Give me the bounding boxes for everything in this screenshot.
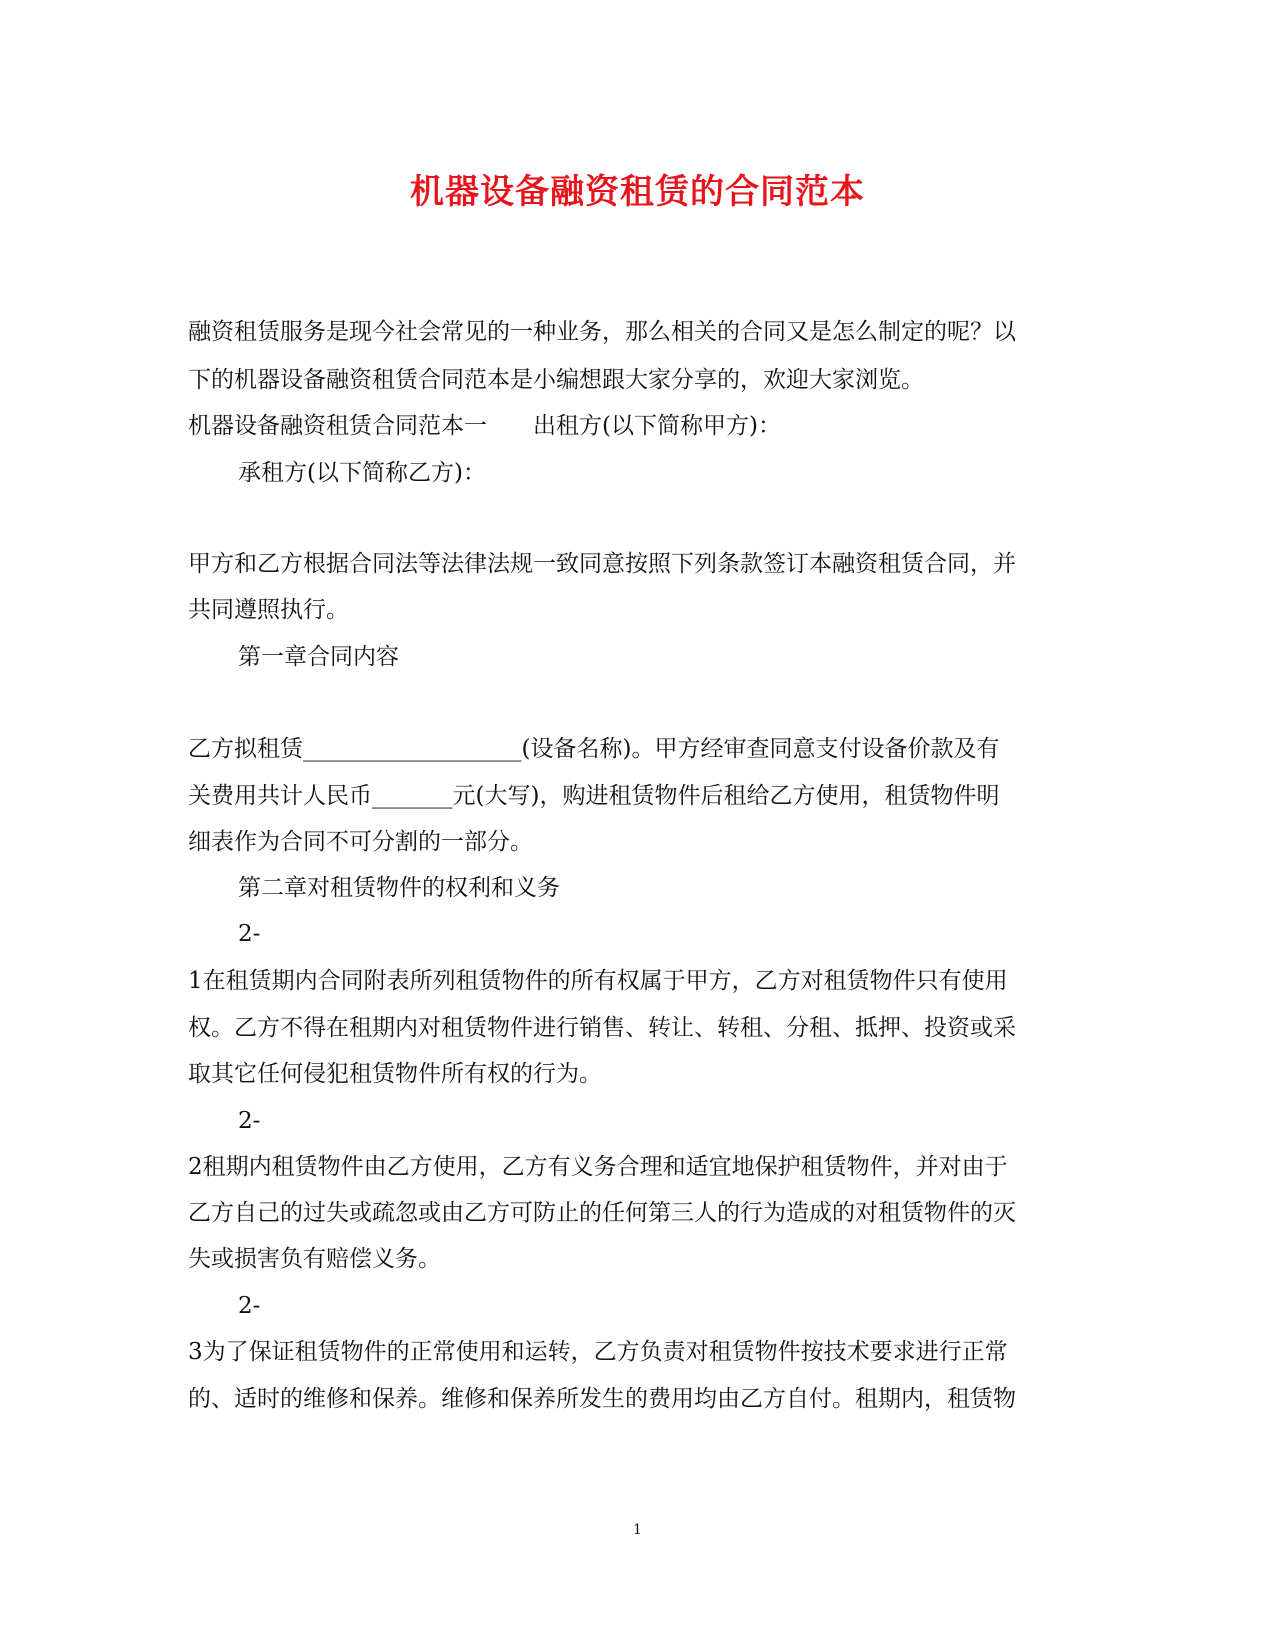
paragraph-line: 乙方拟租赁___________________(设备名称)。甲方经审查同意支付设备价款及有 bbox=[188, 736, 1000, 762]
paragraph-line: 失或损害负有赔偿义务。 bbox=[188, 1246, 441, 1272]
document-title: 机器设备融资租赁的合同范本 bbox=[410, 172, 865, 212]
clause-number: 2- bbox=[238, 1108, 261, 1134]
paragraph-line: 共同遵照执行。 bbox=[188, 597, 349, 623]
section-heading: 第二章对租赁物件的权利和义务 bbox=[238, 875, 560, 901]
paragraph-line: 2租期内租赁物件由乙方使用，乙方有义务合理和适宜地保护租赁物件，并对由于 bbox=[188, 1154, 1008, 1180]
paragraph-line: 1在租赁期内合同附表所列租赁物件的所有权属于甲方，乙方对租赁物件只有使用 bbox=[188, 968, 1008, 994]
paragraph-line: 关费用共计人民币_______元(大写)，购进租赁物件后租给乙方使用，租赁物件明 bbox=[188, 783, 1000, 809]
page-number: 1 bbox=[633, 1522, 642, 1538]
section-heading: 第一章合同内容 bbox=[238, 644, 399, 670]
paragraph-line: 权。乙方不得在租期内对租赁物件进行销售、转让、转租、分租、抵押、投资或采 bbox=[188, 1015, 1016, 1041]
paragraph-line: 乙方自己的过失或疏忽或由乙方可防止的任何第三人的行为造成的对租赁物件的灭 bbox=[188, 1200, 1016, 1226]
paragraph-line: 机器设备融资租赁合同范本一 出租方(以下简称甲方)： bbox=[188, 413, 781, 439]
clause-number: 2- bbox=[238, 921, 261, 947]
paragraph-line: 融资租赁服务是现今社会常见的一种业务，那么相关的合同又是怎么制定的呢？以 bbox=[188, 319, 1016, 345]
paragraph-line: 下的机器设备融资租赁合同范本是小编想跟大家分享的，欢迎大家浏览。 bbox=[188, 367, 924, 393]
paragraph-line: 的、适时的维修和保养。维修和保养所发生的费用均由乙方自付。租期内，租赁物 bbox=[188, 1386, 1016, 1412]
paragraph-line: 细表作为合同不可分割的一部分。 bbox=[188, 829, 533, 855]
paragraph-line: 承租方(以下简称乙方)： bbox=[238, 460, 486, 486]
paragraph-line: 3为了保证租赁物件的正常使用和运转，乙方负责对租赁物件按技术要求进行正常 bbox=[188, 1339, 1008, 1365]
paragraph-line: 取其它任何侵犯租赁物件所有权的行为。 bbox=[188, 1061, 602, 1087]
clause-number: 2- bbox=[238, 1293, 261, 1319]
paragraph-line: 甲方和乙方根据合同法等法律法规一致同意按照下列条款签订本融资租赁合同，并 bbox=[188, 551, 1016, 577]
